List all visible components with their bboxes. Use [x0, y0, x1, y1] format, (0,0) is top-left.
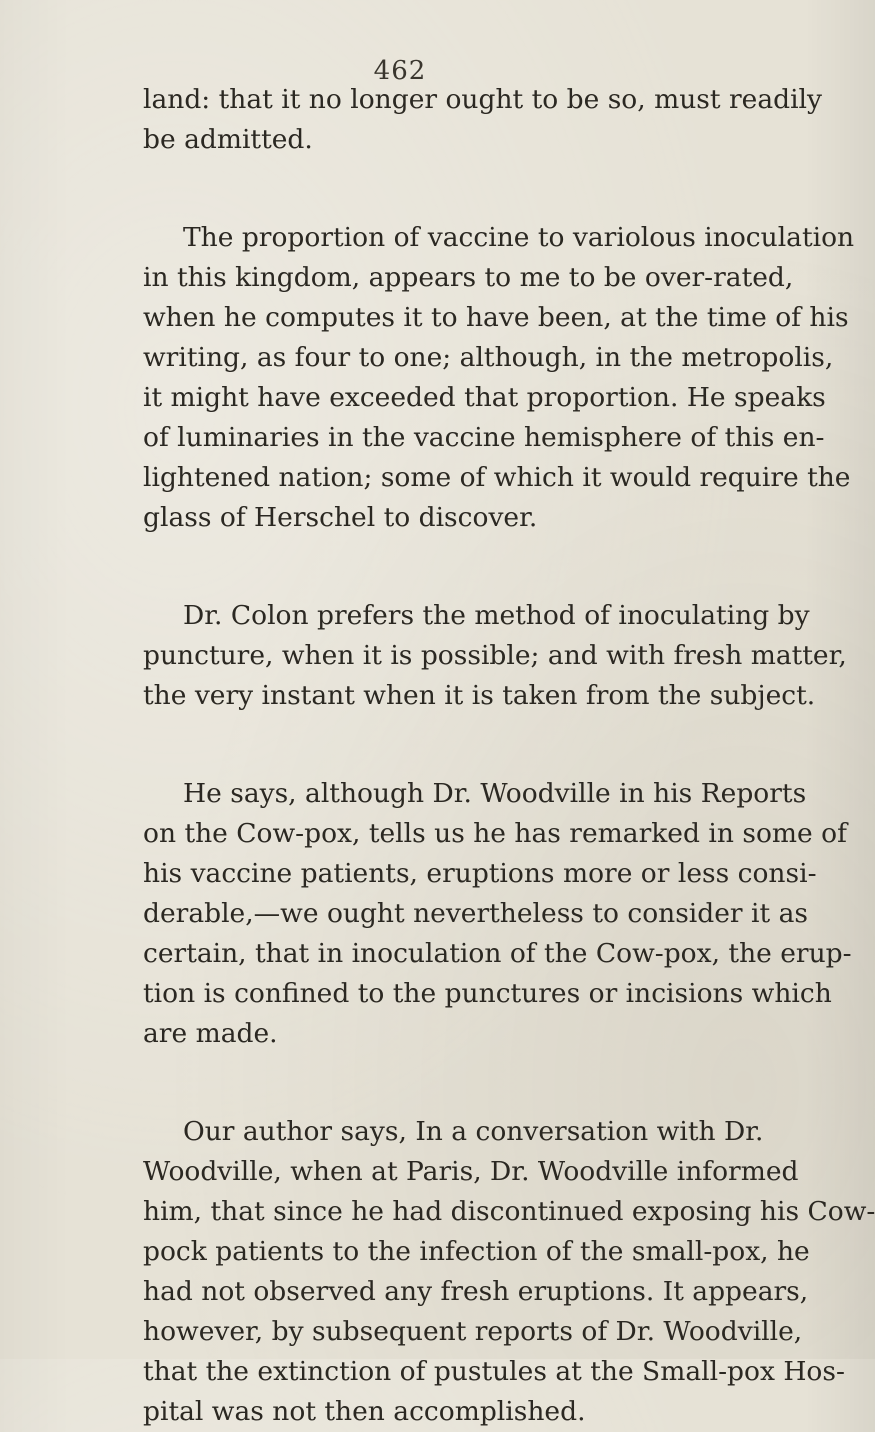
text-line: puncture, when it is possible; and with fresh matter, — [143, 640, 847, 671]
text-line: when he computes it to have been, at the time of his — [143, 302, 849, 333]
text-line: writing, as four to one; although, in the metropolis, — [143, 342, 834, 373]
text-line: glass of Herschel to discover. — [143, 502, 538, 533]
body-text — [143, 80, 875, 1432]
text-line: pock patients to the infection of the small-pox, he — [143, 1236, 810, 1267]
text-line: Woodville, when at Paris, Dr. Woodville informed — [143, 1156, 799, 1187]
text-line: in this kingdom, appears to me to be over-rated, — [143, 262, 794, 293]
text-line: had not observed any fresh eruptions. It appears, — [143, 1276, 809, 1307]
text-line: are made. — [143, 1018, 278, 1049]
text-line: pital was not then accomplished. — [143, 1396, 586, 1427]
text-line: him, that since he had discontinued exposing his Cow- — [143, 1196, 875, 1227]
page-number: 462 — [373, 56, 427, 86]
text-line: it might have exceeded that proportion. He speaks — [143, 382, 826, 413]
text-line: his vaccine patients, eruptions more or less consi- — [143, 858, 817, 889]
text-line: be admitted. — [143, 124, 313, 155]
paragraph-5 — [143, 1112, 875, 1432]
text-line: derable,—we ought nevertheless to consider it as — [143, 898, 808, 929]
text-line: Dr. Colon prefers the method of inoculating by — [183, 600, 810, 631]
text-line: He says, although Dr. Woodville in his Reports — [183, 778, 807, 809]
text-line: Our author says, In a conversation with Dr. — [183, 1116, 764, 1147]
paragraph-3 — [143, 596, 847, 716]
text-line: land: that it no longer ought to be so, must readily — [143, 84, 822, 115]
text-line: however, by subsequent reports of Dr. Woodville, — [143, 1316, 803, 1347]
text-line: on the Cow-pox, tells us he has remarked in some of — [143, 818, 847, 849]
paragraph-4 — [143, 774, 852, 1054]
paragraph-2 — [143, 218, 855, 538]
text-line: lightened nation; some of which it would require the — [143, 462, 851, 493]
text-line: the very instant when it is taken from the subject. — [143, 680, 816, 711]
text-line: The proportion of vaccine to variolous inoculation — [183, 222, 855, 253]
paragraph-1 — [143, 80, 822, 160]
text-line: of luminaries in the vaccine hemisphere of this en- — [143, 422, 825, 453]
text-line: certain, that in inoculation of the Cow-pox, the erup- — [143, 938, 852, 969]
text-line: that the extinction of pustules at the Small-pox Hos- — [143, 1356, 845, 1387]
text-line: tion is confined to the punctures or incisions which — [143, 978, 832, 1009]
